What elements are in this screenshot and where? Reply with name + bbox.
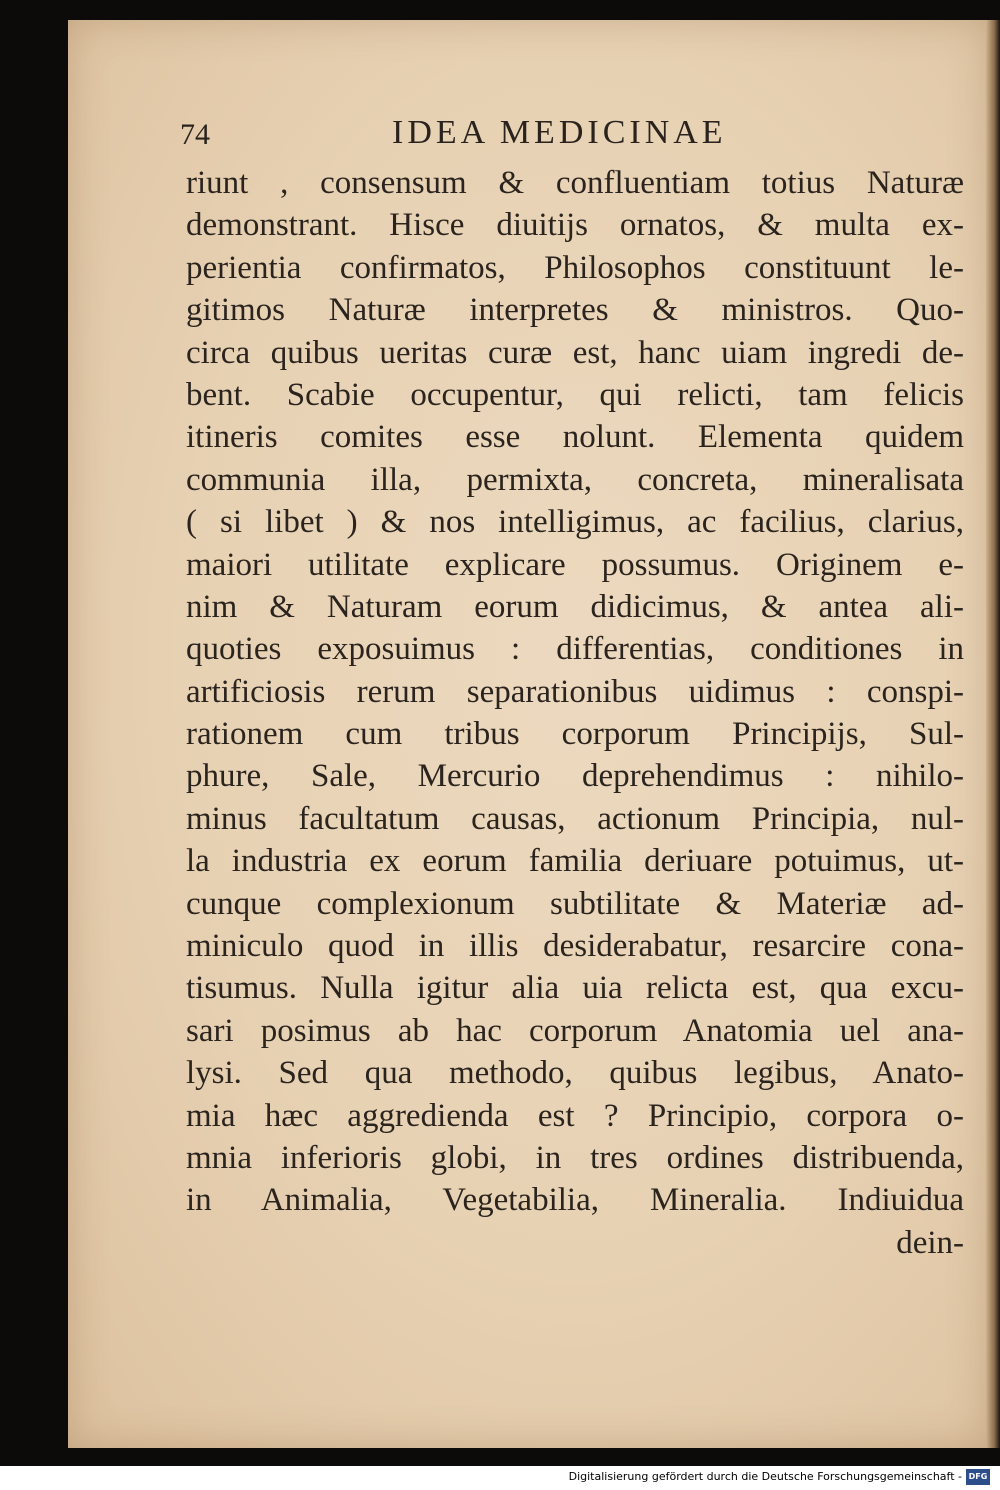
text-line: sari posimus ab hac corporum Anatomia uel ana- (186, 1012, 964, 1049)
text-line: perientia confirmatos, Philosophos constituunt le- (186, 249, 964, 286)
text-line: miniculo quod in illis desiderabatur, resarcire cona- (186, 928, 964, 965)
text-line: riunt , consensum & confluentiam totius Naturæ (186, 165, 964, 201)
digitization-footer (0, 1466, 1000, 1490)
text-line: ( si libet ) & nos intelligimus, ac facilius, clarius, (186, 504, 964, 541)
text-line: quoties exposuimus : differentias, conditiones in (186, 631, 964, 668)
text-line: lysi. Sed qua methodo, quibus legibus, Anato- (186, 1055, 964, 1092)
text-line: tisumus. Nulla igitur alia uia relicta est, qua excu- (186, 970, 964, 1007)
body-text (186, 162, 964, 1264)
text-line: nim & Naturam eorum didicimus, & antea ali- (186, 588, 964, 625)
text-line: mnia inferioris globi, in tres ordines distribuenda, (186, 1139, 964, 1176)
text-line: maiori utilitate explicare possumus. Originem e- (186, 546, 964, 583)
dfg-logo-icon: DFG (966, 1469, 990, 1485)
text-line: bent. Scabie occupentur, qui relicti, tam felicis (186, 376, 964, 413)
text-line: communia illa, permixta, concreta, mineralisata (186, 461, 964, 498)
text-line: itineris comites esse nolunt. Elementa quidem (186, 419, 964, 456)
text-line: artificiosis rerum separationibus uidimus : conspi- (186, 673, 964, 710)
page-number: 74 (180, 118, 210, 151)
text-line: in Animalia, Vegetabilia, Mineralia. Indiuidua (186, 1182, 964, 1219)
text-line: la industria ex eorum familia deriuare potuimus, ut- (186, 843, 964, 880)
text-line: gitimos Naturæ interpretes & ministros. Quo- (186, 292, 964, 329)
text-line: rationem cum tribus corporum Principijs, Sul- (186, 716, 964, 753)
running-head-title: IDEA MEDICINAE (392, 114, 727, 151)
running-head (178, 114, 968, 158)
text-line: phure, Sale, Mercurio deprehendimus : nihilo- (186, 758, 964, 795)
text-line: minus facultatum causas, actionum Principia, nul- (186, 800, 964, 837)
text-line: mia hæc aggredienda est ? Principio, corpora o- (186, 1097, 964, 1134)
page-edge (986, 20, 1000, 1448)
text-line: circa quibus ueritas curæ est, hanc uiam ingredi de- (186, 334, 964, 371)
text-line: demonstrant. Hisce diuitijs ornatos, & multa ex- (186, 207, 964, 244)
footer-credit: Digitalisierung gefördert durch die Deutsche Forschungsgemeinschaft - (568, 1470, 962, 1483)
text-line: cunque complexionum subtilitate & Materiæ ad- (186, 885, 964, 922)
catchword: dein- (896, 1224, 964, 1261)
